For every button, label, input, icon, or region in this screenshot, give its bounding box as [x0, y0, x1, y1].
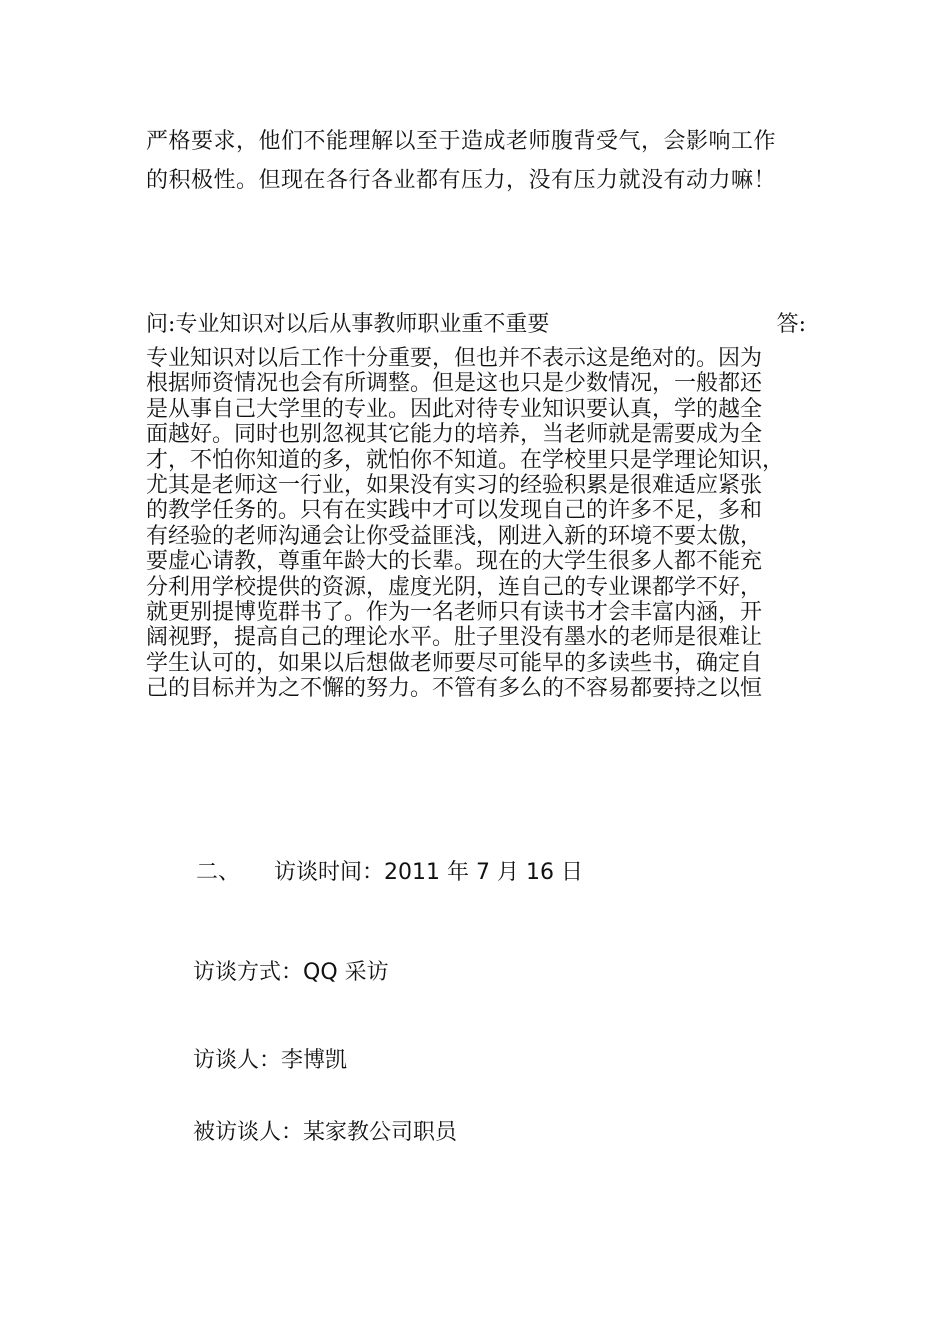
answer-line: 专业知识对以后工作十分重要，但也并不表示这是绝对的。因为 [146, 346, 763, 371]
answer-line: 要虚心请教，尊重年龄大的长辈。现在的大学生很多人都不能充 [146, 549, 763, 575]
interview-time: 访谈时间：2011 年 7 月 16 日 [274, 860, 583, 885]
answer-line: 有经验的老师沟通会让你受益匪浅，刚进入新的环境不要太傲， [146, 523, 763, 549]
answer-line: 学生认可的，如果以后想做老师要尽可能早的多读些书，确定自 [146, 650, 763, 676]
interviewer: 访谈人：李博凯 [193, 1048, 348, 1073]
answer-line: 是从事自己大学里的专业。因此对待专业知识要认真，学的越全 [146, 396, 763, 422]
section-number: 二、 [196, 860, 241, 885]
answer-line: 根据师资情况也会有所调整。但是这也只是少数情况，一般都还 [146, 371, 763, 397]
answer-line: 才，不怕你知道的多，就怕你不知道。在学校里只是学理论知识， [146, 447, 785, 473]
interview-mode: 访谈方式：QQ 采访 [193, 960, 389, 985]
paragraph-line: 严格要求，他们不能理解以至于造成老师腹背受气，会影响工作 [146, 129, 777, 154]
interviewee: 被访谈人：某家教公司职员 [193, 1120, 458, 1145]
answer-line: 就更别提博览群书了。作为一名老师只有读书才会丰富内涵，开 [146, 600, 763, 626]
answer-paragraph [146, 346, 811, 702]
question-text: 问:专业知识对以后从事教师职业重不重要 [146, 312, 550, 337]
answer-line: 尤其是老师这一行业，如果没有实习的经验积累是很难适应紧张 [146, 473, 763, 499]
answer-line: 分利用学校提供的资源，虚度光阴，连自己的专业课都学不好， [146, 574, 763, 600]
answer-line: 己的目标并为之不懈的努力。不管有多么的不容易都要持之以恒 [146, 676, 763, 702]
answer-line: 面越好。同时也别忽视其它能力的培养，当老师就是需要成为全 [146, 422, 763, 448]
answer-line: 的教学任务的。只有在实践中才可以发现自己的许多不足，多和 [146, 498, 763, 524]
answer-label: 答: [776, 312, 806, 337]
answer-line: 阔视野，提高自己的理论水平。肚子里没有墨水的老师是很难让 [146, 625, 763, 651]
paragraph-line: 的积极性。但现在各行各业都有压力，没有压力就没有动力嘛！ [146, 168, 777, 193]
section-heading [196, 858, 583, 888]
continuation-paragraph [146, 122, 811, 200]
